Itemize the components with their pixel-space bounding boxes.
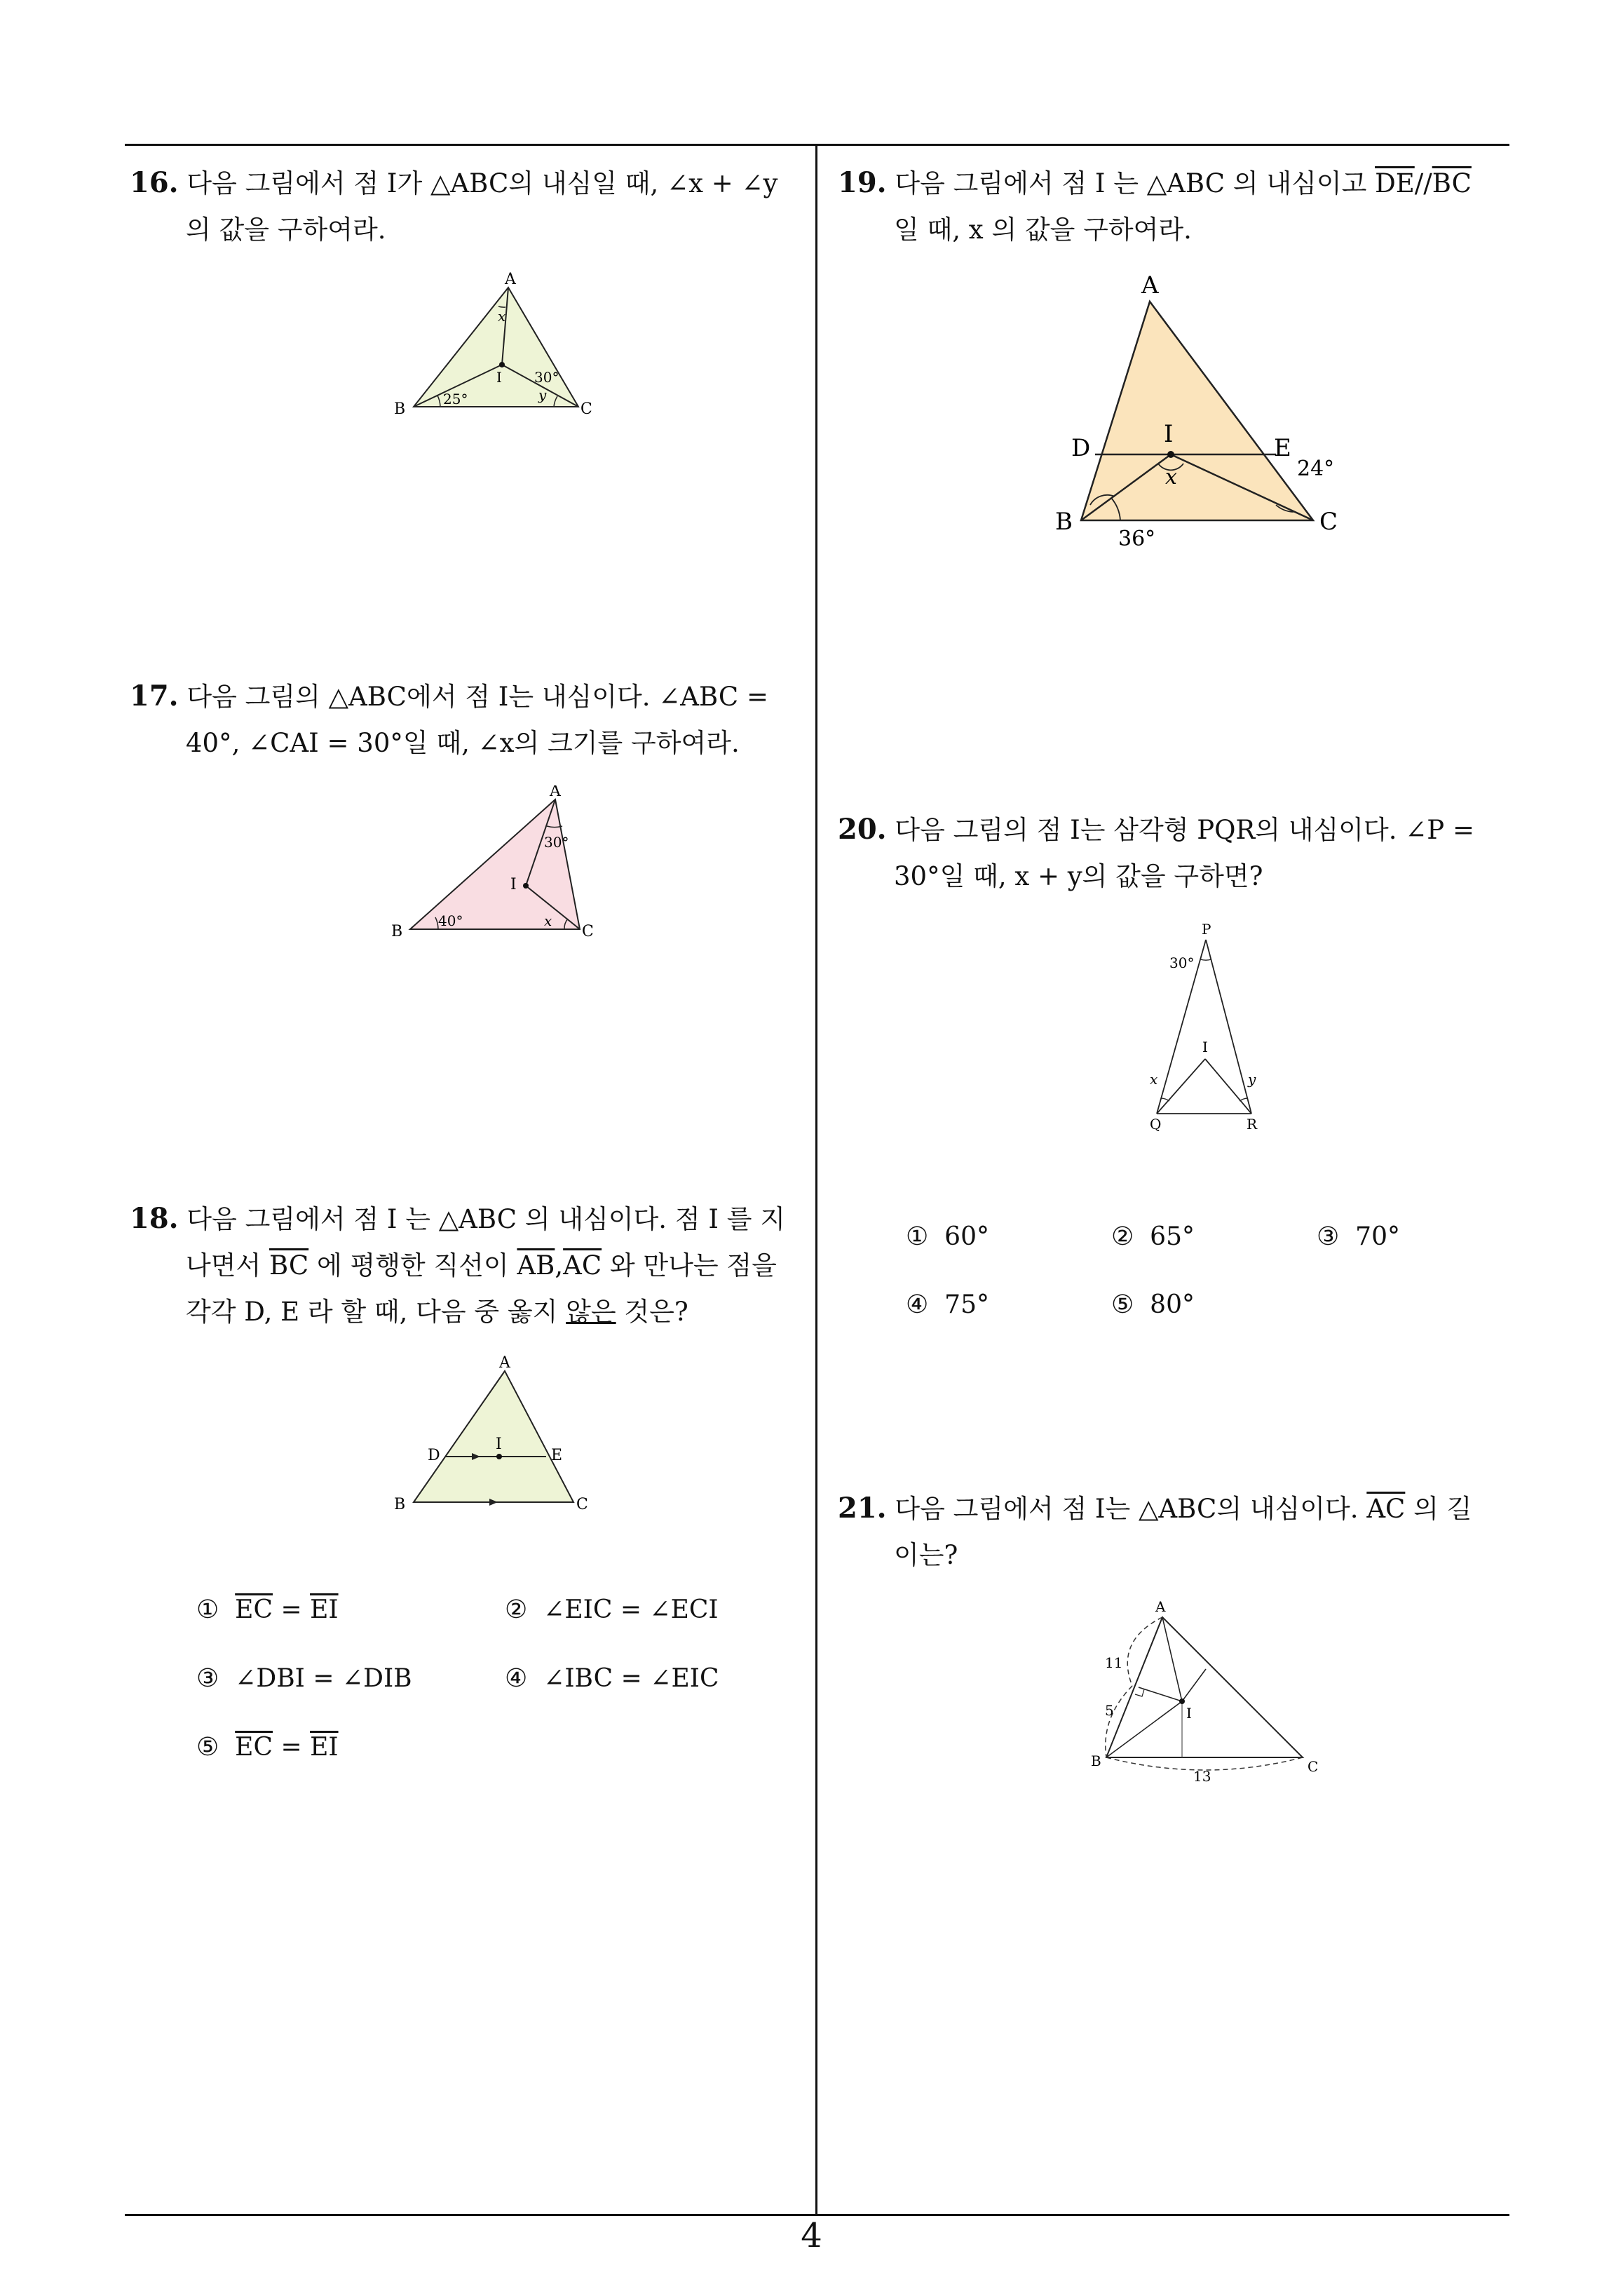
choice-value: 80° (1150, 1290, 1195, 1319)
label-c: C (582, 923, 594, 940)
text-part: 에 평행한 직선이 (308, 1250, 517, 1281)
segment-bc: $\overline{BC}$ (1432, 168, 1472, 198)
question-number: 21. (838, 1492, 887, 1525)
label-30: 30° (534, 369, 559, 386)
label-5: 5 (1105, 1702, 1114, 1719)
text-part: , (555, 1250, 564, 1281)
figure-17 (379, 785, 617, 947)
text-part: // (1414, 168, 1432, 198)
question-21 (838, 1485, 1472, 1579)
label-a: A (1141, 271, 1159, 299)
label-c: C (580, 400, 592, 418)
choice-number: ② (505, 1595, 528, 1624)
question-number: 16. (130, 166, 179, 199)
text-part: 각각 D, E 라 할 때, 다음 중 옳지 (186, 1297, 566, 1327)
question-20 (838, 806, 1474, 900)
choice-3[interactable] (1317, 1222, 1400, 1251)
text-part: 것은? (616, 1297, 688, 1327)
triangle-abc (414, 288, 578, 407)
label-q: Q (1150, 1116, 1162, 1133)
text-part: 의 길 (1405, 1494, 1472, 1524)
question-number: 19. (838, 166, 887, 199)
label-i: I (496, 1436, 502, 1453)
choice-value: 70° (1355, 1222, 1400, 1251)
choice-text: ∠IBC = ∠EIC (543, 1664, 719, 1693)
question-16 (130, 160, 777, 253)
label-30: 30° (544, 834, 569, 851)
figure-16 (379, 266, 617, 428)
choice-2[interactable] (505, 1595, 719, 1624)
choice-number: ③ (1317, 1222, 1340, 1251)
question-text: 30°일 때, x + y의 값을 구하면? (894, 861, 1263, 891)
label-x: x (544, 912, 552, 929)
figure-18 (379, 1346, 617, 1522)
figure-21 (1080, 1592, 1346, 1795)
question-17 (130, 673, 768, 767)
question-text: 다음 그림의 점 I는 삼각형 PQR의 내심이다. ∠P = (895, 815, 1474, 845)
label-e: E (1274, 434, 1291, 462)
segment: $\overline{EI}$ (310, 1733, 339, 1762)
label-r: R (1247, 1116, 1258, 1133)
choice-value: 65° (1150, 1222, 1195, 1251)
segment-bc: $\overline{BC}$ (269, 1250, 309, 1281)
choice-1[interactable] (196, 1595, 339, 1624)
choice-number: ④ (505, 1664, 528, 1693)
page-number: 4 (801, 2216, 822, 2255)
question-number: 18. (130, 1202, 179, 1235)
label-b: B (1091, 1753, 1101, 1769)
question-text: 40°, ∠CAI = 30°일 때, ∠x의 크기를 구하여라. (186, 728, 740, 758)
label-a: A (550, 785, 561, 800)
label-e: E (551, 1447, 563, 1464)
label-i: I (510, 876, 517, 893)
choice-number: ⑤ (196, 1733, 219, 1762)
label-x: x (1150, 1071, 1158, 1088)
text-part: 와 만나는 점을 (602, 1250, 777, 1281)
label-b: B (394, 1496, 406, 1513)
text-part: 다음 그림에서 점 I는 △ABC의 내심이다. (895, 1494, 1367, 1524)
label-a: A (1155, 1598, 1166, 1615)
label-d: D (1071, 434, 1091, 462)
segment: $\overline{EC}$ (235, 1595, 273, 1624)
choice-number: ③ (196, 1664, 219, 1693)
question-18 (130, 1196, 785, 1335)
choice-text: ∠EIC = ∠ECI (543, 1595, 719, 1624)
label-a: A (499, 1354, 510, 1372)
question-text: 다음 그림에서 점 I가 △ABC의 내심일 때, ∠x + ∠y (186, 168, 778, 198)
question-text: 의 값을 구하여라. (186, 215, 386, 245)
choice-value: 60° (944, 1222, 989, 1251)
label-24: 24° (1297, 457, 1335, 481)
text-part: 다음 그림에서 점 I 는 △ABC 의 내심이고 (895, 168, 1376, 198)
label-30: 30° (1169, 954, 1195, 971)
label-c: C (1319, 508, 1338, 536)
choice-3[interactable] (196, 1664, 412, 1693)
label-36: 36° (1118, 527, 1156, 551)
label-11: 11 (1105, 1654, 1123, 1671)
label-40: 40° (438, 912, 463, 929)
choice-number: ① (906, 1222, 929, 1251)
choice-number: ② (1111, 1222, 1134, 1251)
operator: = (273, 1595, 311, 1624)
underlined-word: 않은 (566, 1297, 616, 1327)
label-25: 25° (443, 391, 468, 407)
label-y: y (1248, 1071, 1256, 1088)
question-text: 다음 그림에서 점 I 는 △ABC 의 내심이다. 점 I 를 지 (186, 1204, 785, 1234)
question-number: 17. (130, 680, 179, 713)
segment-ac: $\overline{AC}$ (563, 1250, 602, 1281)
label-p: P (1202, 921, 1211, 938)
label-a: A (505, 271, 516, 288)
label-b: B (391, 923, 403, 940)
label-13: 13 (1193, 1768, 1211, 1785)
choice-text: ∠DBI = ∠DIB (235, 1664, 412, 1693)
choice-1[interactable] (906, 1222, 989, 1251)
triangle-abc (414, 1371, 573, 1502)
choice-number: ① (196, 1595, 219, 1624)
text-part: 나면서 (186, 1250, 269, 1281)
label-c: C (1308, 1758, 1319, 1775)
segment-ac: $\overline{AC}$ (1366, 1494, 1406, 1524)
triangle-abc (410, 799, 580, 929)
question-number: 20. (838, 813, 887, 846)
label-d: D (428, 1447, 440, 1464)
choice-2[interactable] (1111, 1222, 1195, 1251)
question-text: 일 때, x 의 값을 구하여라. (894, 215, 1192, 245)
choice-number: ④ (906, 1290, 929, 1319)
figure-19 (1038, 266, 1360, 561)
choice-value: 75° (944, 1290, 989, 1319)
label-x: x (498, 308, 506, 325)
label-i: I (1186, 1705, 1192, 1722)
column-divider (815, 144, 817, 2216)
label-x: x (1165, 465, 1177, 489)
label-b: B (1055, 508, 1073, 536)
choice-number: ⑤ (1111, 1290, 1134, 1319)
label-i: I (1164, 420, 1174, 448)
choice-4[interactable] (505, 1664, 719, 1693)
question-text: 다음 그림의 △ABC에서 점 I는 내심이다. ∠ABC = (186, 682, 768, 712)
choice-5[interactable] (196, 1733, 339, 1762)
choice-5[interactable] (1111, 1290, 1195, 1319)
segment-de: $\overline{DE}$ (1375, 168, 1415, 198)
label-c: C (576, 1496, 588, 1513)
choice-4[interactable] (906, 1290, 989, 1319)
segment: $\overline{EI}$ (310, 1595, 339, 1624)
segment: $\overline{EC}$ (235, 1733, 273, 1762)
label-y: y (538, 386, 547, 403)
label-b: B (394, 400, 406, 418)
question-19 (838, 160, 1472, 253)
question-text: 이는? (894, 1540, 958, 1570)
label-i: I (1202, 1039, 1208, 1055)
figure-20 (1136, 912, 1290, 1150)
segment-ab: $\overline{AB}$ (517, 1250, 555, 1281)
triangle-abc (1081, 302, 1313, 520)
label-i: I (496, 369, 502, 386)
operator: = (273, 1733, 311, 1762)
